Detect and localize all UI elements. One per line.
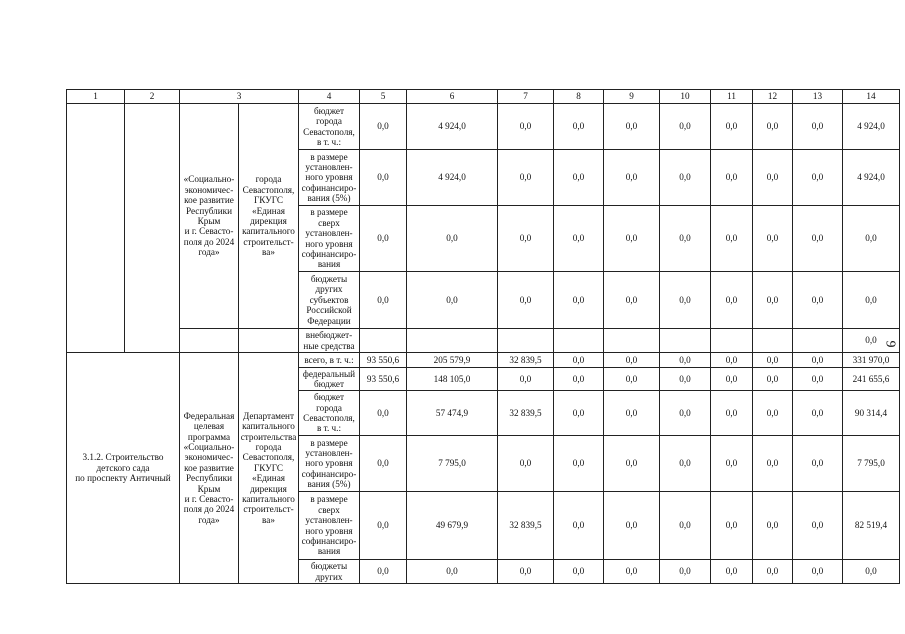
value-cell: 0,0 (604, 391, 660, 436)
value-cell: 0,0 (554, 368, 604, 391)
value-cell: 4 924,0 (407, 150, 498, 206)
value-cell: 0,0 (360, 391, 407, 436)
value-cell: 0,0 (360, 150, 407, 206)
value-cell: 0,0 (554, 391, 604, 436)
value-cell: 0,0 (660, 368, 711, 391)
value-cell: 0,0 (554, 272, 604, 329)
value-cell: 0,0 (711, 560, 753, 584)
table-row (67, 353, 900, 368)
header-cell: 5 (360, 90, 407, 104)
value-cell: 32 839,5 (498, 353, 554, 368)
value-cell: 0,0 (660, 150, 711, 206)
header-cell: 13 (793, 90, 843, 104)
value-cell (360, 329, 407, 353)
value-cell: 0,0 (360, 272, 407, 329)
value-cell: 4 924,0 (407, 104, 498, 150)
source-label: в размере сверх установлен- ного уровня софинансиро- вания (299, 492, 360, 560)
header-cell: 9 (604, 90, 660, 104)
value-cell: 0,0 (604, 206, 660, 272)
source-label: федеральный бюджет (299, 368, 360, 391)
value-cell: 0,0 (604, 150, 660, 206)
value-cell: 93 550,6 (360, 368, 407, 391)
value-cell: 0,0 (793, 368, 843, 391)
source-label: бюджет города Севастополя, в т. ч.: (299, 391, 360, 436)
value-cell: 0,0 (711, 436, 753, 492)
value-cell: 0,0 (360, 436, 407, 492)
value-cell: 0,0 (793, 104, 843, 150)
executor-cell: Департамент капитального строительства города Севастополя, ГКУГС «Единая дирекция капитального строительст- ва» (239, 353, 299, 584)
value-cell: 0,0 (660, 436, 711, 492)
value-cell: 0,0 (498, 206, 554, 272)
value-cell (753, 329, 793, 353)
value-cell: 32 839,5 (498, 391, 554, 436)
value-cell (793, 329, 843, 353)
value-cell: 0,0 (498, 104, 554, 150)
header-cell: 6 (407, 90, 498, 104)
value-cell: 0,0 (604, 436, 660, 492)
value-cell: 0,0 (753, 560, 793, 584)
source-label: внебюджет- ные средства (299, 329, 360, 353)
value-cell (660, 329, 711, 353)
header-cell: 4 (299, 90, 360, 104)
value-cell: 0,0 (711, 391, 753, 436)
value-cell: 0,0 (753, 272, 793, 329)
header-cell: 14 (843, 90, 900, 104)
value-cell: 0,0 (554, 104, 604, 150)
page-number: 9 (882, 340, 898, 348)
value-cell: 0,0 (753, 391, 793, 436)
value-cell: 0,0 (711, 104, 753, 150)
value-cell: 0,0 (660, 391, 711, 436)
value-cell: 0,0 (753, 353, 793, 368)
value-cell: 0,0 (753, 104, 793, 150)
header-cell: 2 (125, 90, 180, 104)
source-label: в размере установлен- ного уровня софинансиро- вания (5%) (299, 436, 360, 492)
value-cell: 7 795,0 (843, 436, 900, 492)
empty-cell (67, 104, 125, 353)
value-cell: 4 924,0 (843, 104, 900, 150)
program-cell: «Социально- экономичес- кое развитие Республики Крым и г. Севасто- поля до 2024 года» (180, 104, 239, 329)
value-cell: 93 550,6 (360, 353, 407, 368)
source-label: всего, в т. ч.: (299, 353, 360, 368)
value-cell: 0,0 (753, 436, 793, 492)
empty-cell (180, 329, 239, 353)
value-cell: 82 519,4 (843, 492, 900, 560)
value-cell: 0,0 (360, 206, 407, 272)
value-cell: 0,0 (753, 492, 793, 560)
header-cell: 11 (711, 90, 753, 104)
value-cell: 0,0 (604, 368, 660, 391)
value-cell: 0,0 (843, 206, 900, 272)
table-row (67, 329, 900, 353)
value-cell: 0,0 (711, 272, 753, 329)
value-cell: 0,0 (660, 206, 711, 272)
value-cell: 0,0 (604, 560, 660, 584)
value-cell: 0,0 (843, 560, 900, 584)
executor-cell: города Севастополя, ГКУГС «Единая дирекция капитального строительст- ва» (239, 104, 299, 329)
value-cell: 0,0 (711, 492, 753, 560)
value-cell: 0,0 (753, 368, 793, 391)
value-cell: 0,0 (498, 368, 554, 391)
value-cell: 0,0 (660, 104, 711, 150)
value-cell: 7 795,0 (407, 436, 498, 492)
value-cell: 0,0 (360, 560, 407, 584)
value-cell: 0,0 (793, 206, 843, 272)
value-cell: 0,0 (711, 150, 753, 206)
source-label: бюджет города Севастополя, в т. ч.: (299, 104, 360, 150)
value-cell: 0,0 (753, 206, 793, 272)
header-cell: 3 (180, 90, 299, 104)
value-cell: 0,0 (604, 272, 660, 329)
header-cell: 1 (67, 90, 125, 104)
value-cell: 0,0 (753, 150, 793, 206)
value-cell: 0,0 (660, 353, 711, 368)
value-cell: 0,0 (407, 206, 498, 272)
value-cell: 0,0 (604, 492, 660, 560)
value-cell: 4 924,0 (843, 150, 900, 206)
value-cell: 0,0 (554, 436, 604, 492)
source-label: бюджеты других субъектов Российской Федерации (299, 272, 360, 329)
item-name-cell: 3.1.2. Строительство детского сада по проспекту Античный (67, 353, 180, 584)
value-cell (407, 329, 498, 353)
value-cell: 0,0 (660, 560, 711, 584)
value-cell: 0,0 (360, 492, 407, 560)
budget-table (66, 89, 900, 584)
table-row (67, 90, 900, 104)
value-cell: 0,0 (711, 353, 753, 368)
value-cell: 0,0 (711, 368, 753, 391)
value-cell: 0,0 (360, 104, 407, 150)
value-cell (604, 329, 660, 353)
value-cell: 0,0 (604, 104, 660, 150)
value-cell: 49 679,9 (407, 492, 498, 560)
empty-cell (239, 329, 299, 353)
header-cell: 7 (498, 90, 554, 104)
value-cell: 0,0 (554, 353, 604, 368)
value-cell: 0,0 (660, 272, 711, 329)
value-cell: 0,0 (843, 329, 900, 353)
header-cell: 8 (554, 90, 604, 104)
value-cell: 0,0 (793, 560, 843, 584)
value-cell: 0,0 (498, 272, 554, 329)
source-label: бюджеты других (299, 560, 360, 584)
value-cell: 0,0 (554, 492, 604, 560)
header-cell: 12 (753, 90, 793, 104)
value-cell: 90 314,4 (843, 391, 900, 436)
source-label: в размере установлен- ного уровня софинансиро- вания (5%) (299, 150, 360, 206)
value-cell: 0,0 (498, 560, 554, 584)
value-cell: 0,0 (407, 560, 498, 584)
value-cell: 0,0 (793, 353, 843, 368)
value-cell: 0,0 (793, 272, 843, 329)
empty-cell (125, 104, 180, 353)
header-cell: 10 (660, 90, 711, 104)
value-cell: 0,0 (793, 150, 843, 206)
value-cell: 0,0 (793, 492, 843, 560)
value-cell: 0,0 (554, 206, 604, 272)
value-cell: 205 579,9 (407, 353, 498, 368)
value-cell: 0,0 (554, 560, 604, 584)
value-cell: 0,0 (843, 272, 900, 329)
value-cell: 0,0 (498, 150, 554, 206)
value-cell: 331 970,0 (843, 353, 900, 368)
value-cell: 0,0 (604, 353, 660, 368)
table-row (67, 104, 900, 150)
value-cell: 0,0 (793, 391, 843, 436)
value-cell (498, 329, 554, 353)
value-cell: 32 839,5 (498, 492, 554, 560)
value-cell: 0,0 (498, 436, 554, 492)
value-cell: 241 655,6 (843, 368, 900, 391)
value-cell: 0,0 (407, 272, 498, 329)
program-cell: Федеральная целевая программа «Социально- экономичес- кое развитие Республики Крым и г. Севасто- поля до 2024 года» (180, 353, 239, 584)
value-cell: 0,0 (554, 150, 604, 206)
value-cell: 0,0 (711, 206, 753, 272)
value-cell: 0,0 (793, 436, 843, 492)
value-cell: 57 474,9 (407, 391, 498, 436)
value-cell: 148 105,0 (407, 368, 498, 391)
source-label: в размере сверх установлен- ного уровня софинансиро- вания (299, 206, 360, 272)
value-cell (554, 329, 604, 353)
value-cell: 0,0 (660, 492, 711, 560)
value-cell (711, 329, 753, 353)
